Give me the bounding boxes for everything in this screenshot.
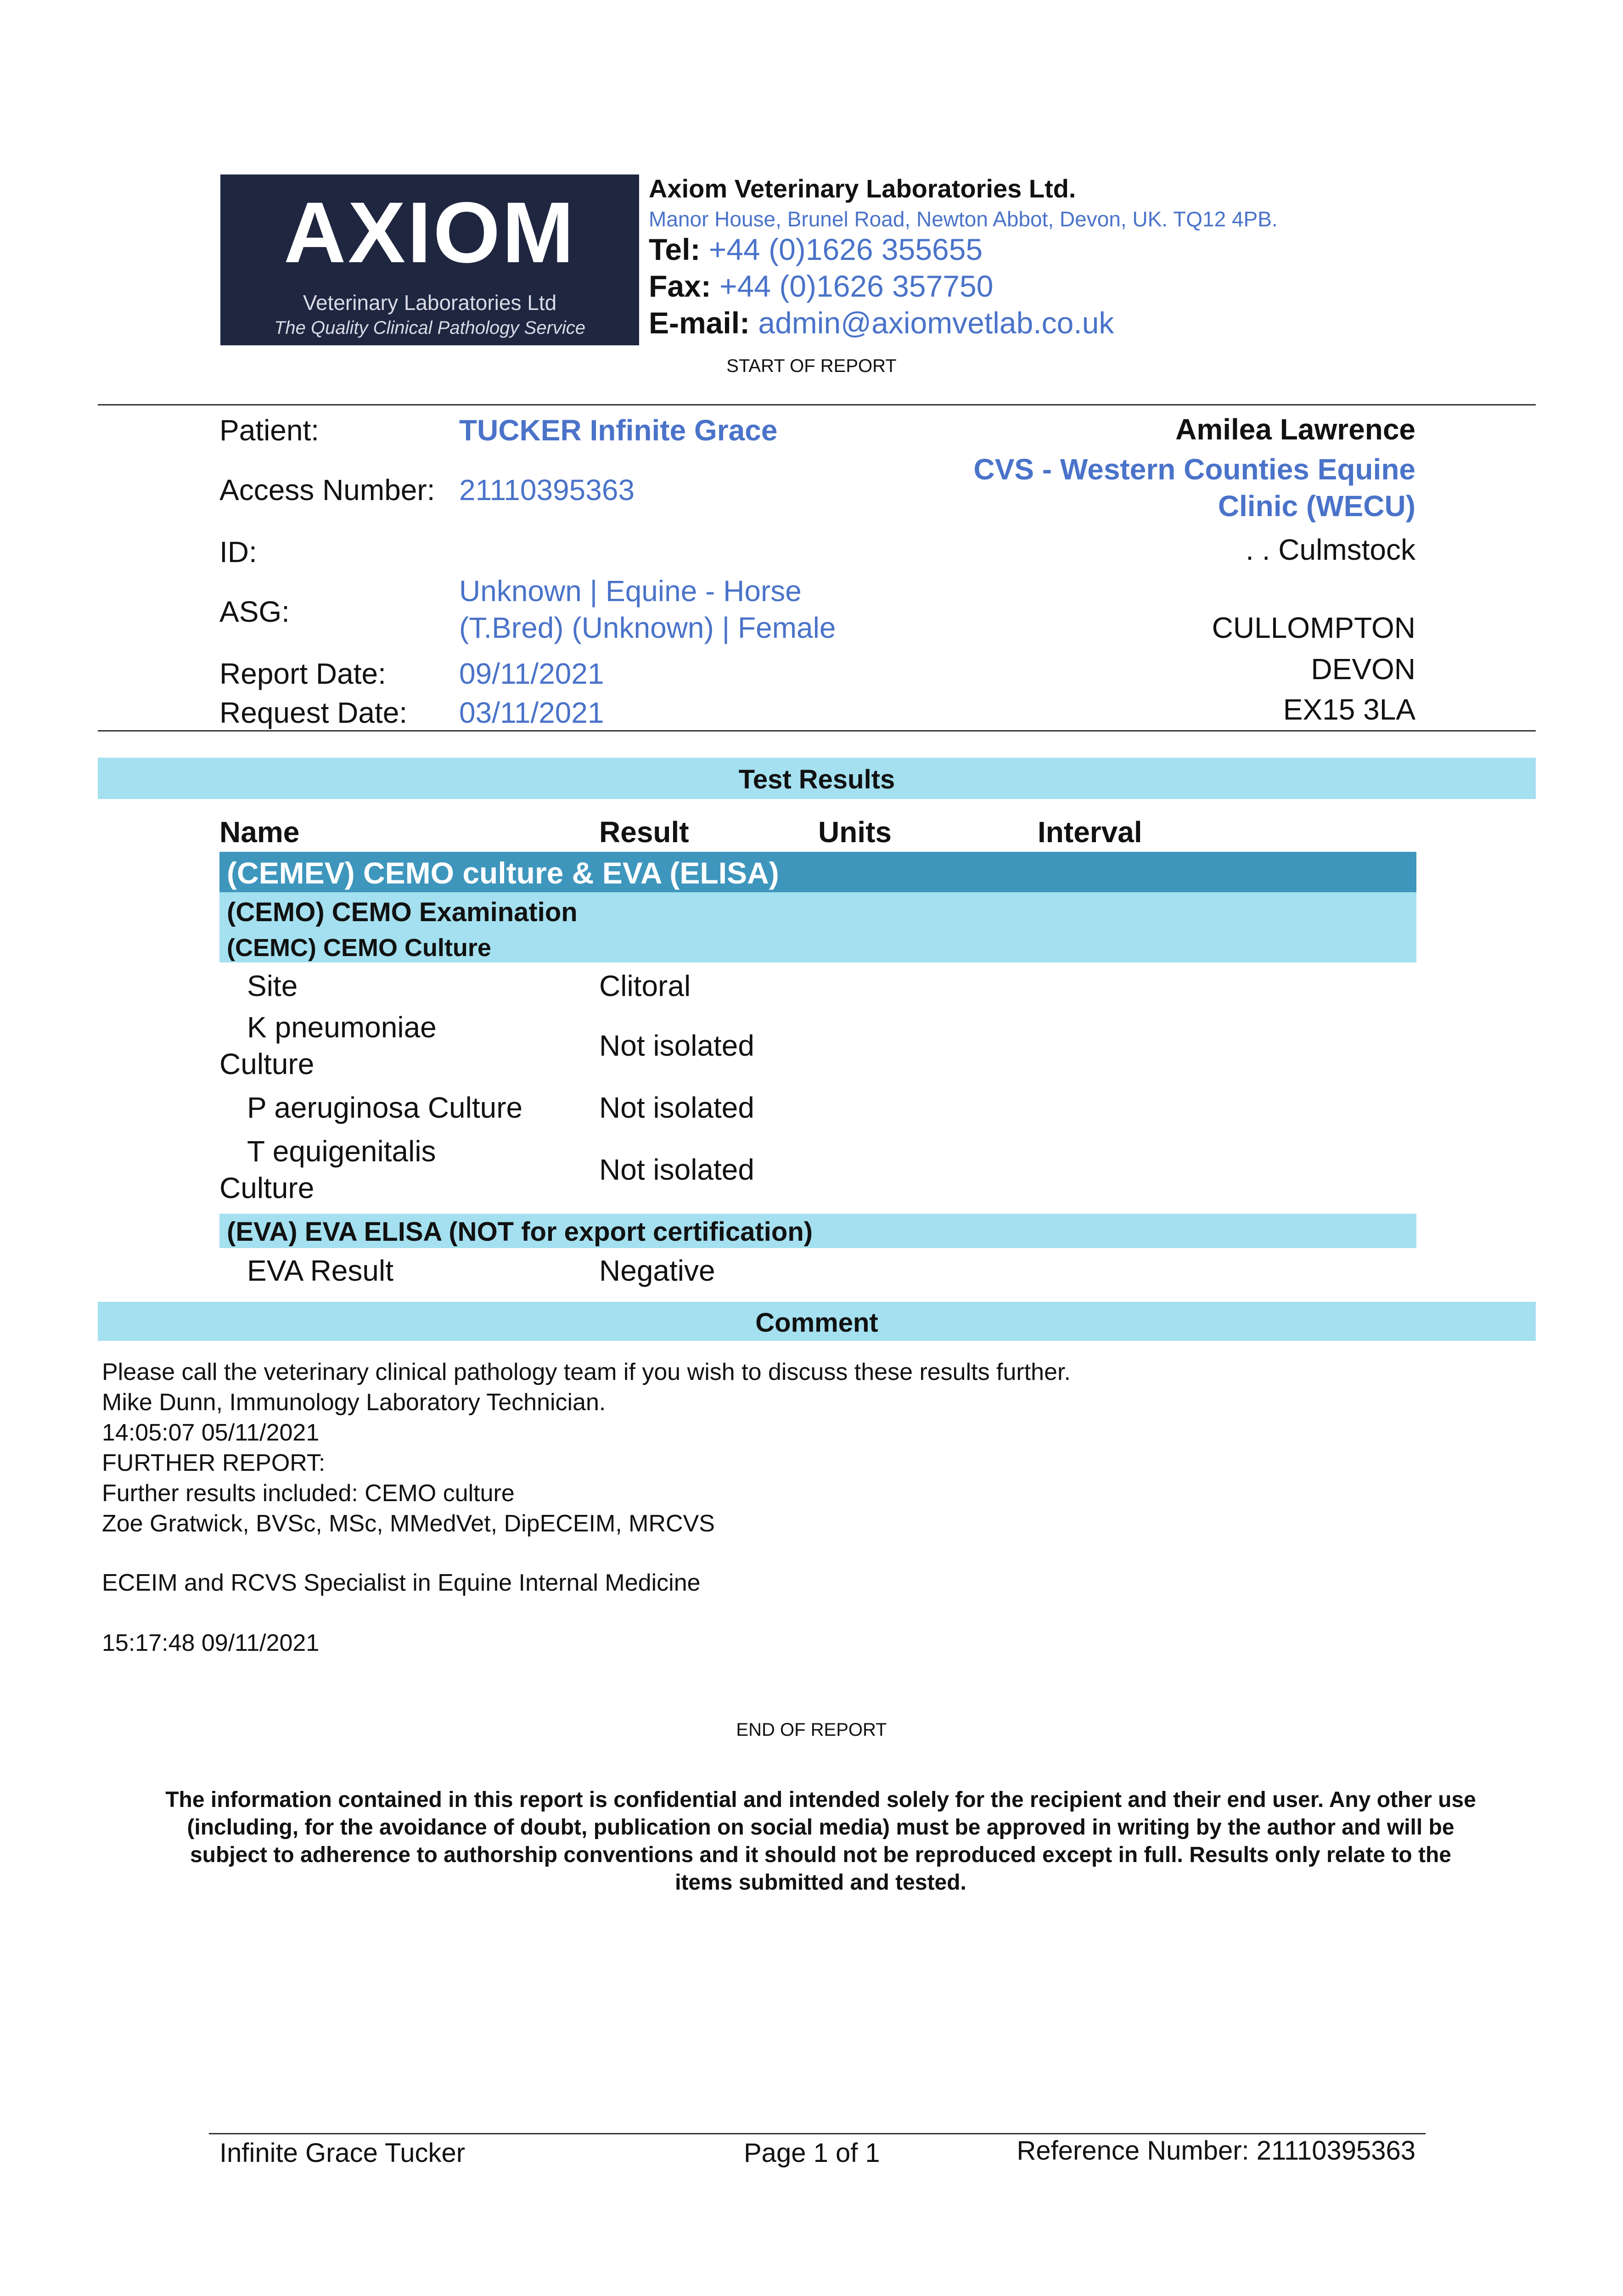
start-of-report: START OF REPORT [726, 356, 897, 376]
request-date-label: Request Date: [219, 696, 408, 729]
tel-label: Tel: [649, 232, 701, 266]
logo-word: AXIOM [283, 184, 576, 281]
comment-band [98, 1302, 1536, 1341]
cemo-label: (CEMO) CEMO Examination [227, 897, 578, 927]
asg-label: ASG: [219, 595, 290, 628]
tel-line [649, 232, 983, 267]
clinic-address-1: . . Culmstock [1246, 533, 1415, 566]
kp-name-line1: K pneumoniae [247, 1011, 437, 1044]
email-label: E-mail: [649, 306, 750, 340]
comment-line-4: FURTHER REPORT: [102, 1450, 326, 1476]
report-date-label: Report Date: [219, 657, 386, 690]
comment-line-1: Please call the veterinary clinical pathology team if you wish to discuss these results further. [102, 1359, 1071, 1385]
disclaimer-line-1: The information contained in this report is confidential and intended solely for the recipient and their end user. Any other use [165, 1788, 1476, 1812]
comment-line-7: ECEIM and RCVS Specialist in Equine Internal Medicine [102, 1570, 701, 1596]
comment-line-6: Zoe Gratwick, BVSc, MSc, MMedVet, DipECEIM, MRCVS [102, 1510, 715, 1537]
clinic-address-2: CULLOMPTON [1212, 611, 1415, 644]
test-results-band [98, 758, 1536, 799]
logo-subtitle: Veterinary Laboratories Ltd [303, 291, 557, 315]
clinic-address-3: DEVON [1311, 653, 1415, 686]
eva-name: EVA Result [247, 1254, 393, 1287]
panel-header-label: (CEMEV) CEMO culture & EVA (ELISA) [227, 856, 779, 890]
email-line [649, 305, 1114, 340]
eva-section-label: (EVA) EVA ELISA (NOT for export certification) [227, 1217, 813, 1247]
footer-page: Page 1 of 1 [744, 2138, 880, 2168]
te-name-line2: Culture [219, 1171, 314, 1204]
company-address: Manor House, Brunel Road, Newton Abbot, Devon, UK. TQ12 4PB. [649, 207, 1278, 231]
report-date-value: 09/11/2021 [459, 657, 604, 690]
kp-result: Not isolated [599, 1029, 754, 1062]
disclaimer-line-3: subject to adherence to authorship conventions and it should not be reproduced except in full. Results only relate to the [190, 1843, 1451, 1867]
kp-name-line2: Culture [219, 1047, 314, 1080]
pa-result: Not isolated [599, 1091, 754, 1124]
email-link[interactable]: admin@axiomvetlab.co.uk [758, 306, 1114, 340]
access-value: 21110395363 [459, 473, 635, 506]
fax-line [649, 269, 993, 304]
asg-line2: (T.Bred) (Unknown) | Female [459, 611, 836, 644]
eva-result: Negative [599, 1254, 715, 1287]
id-label: ID: [219, 535, 257, 568]
divider-patient [98, 730, 1536, 732]
end-of-report: END OF REPORT [736, 1720, 887, 1740]
fax-value: +44 (0)1626 357750 [719, 269, 994, 303]
patient-label: Patient: [219, 414, 320, 447]
clinic-name-line1: CVS - Western Counties Equine [973, 453, 1415, 486]
clinic-name-line2: Clinic (WECU) [1218, 490, 1415, 523]
request-date-value: 03/11/2021 [459, 696, 604, 729]
col-result: Result [599, 816, 689, 849]
disclaimer-line-4: items submitted and tested. [675, 1870, 966, 1895]
comment-line-2: Mike Dunn, Immunology Laboratory Technician. [102, 1389, 606, 1416]
cemc-label: (CEMC) CEMO Culture [227, 934, 491, 962]
comment-line-3: 14:05:07 05/11/2021 [102, 1419, 320, 1446]
logo-tagline: The Quality Clinical Pathology Service [274, 318, 586, 338]
site-result: Clitoral [599, 969, 691, 1002]
comment-line-8: 15:17:48 09/11/2021 [102, 1630, 320, 1656]
patient-value: TUCKER Infinite Grace [459, 414, 778, 447]
col-name: Name [219, 816, 300, 849]
disclaimer [106, 1786, 1536, 1896]
col-units: Units [818, 816, 892, 849]
fax-label: Fax: [649, 269, 711, 303]
eva-section [219, 1214, 1416, 1248]
tel-value: +44 (0)1626 355655 [708, 232, 983, 266]
vet-name: Amilea Lawrence [1175, 413, 1415, 446]
comment-line-5: Further results included: CEMO culture [102, 1480, 515, 1507]
col-interval: Interval [1038, 816, 1142, 849]
disclaimer-line-2: (including, for the avoidance of doubt, publication on social media) must be approved in writing by the author and will be [187, 1815, 1455, 1840]
comment-title: Comment [755, 1308, 878, 1338]
pa-name: P aeruginosa Culture [247, 1091, 523, 1124]
cemo-section [219, 892, 1416, 962]
site-name: Site [247, 969, 298, 1002]
axiom-logo [220, 174, 639, 345]
te-result: Not isolated [599, 1153, 754, 1186]
clinic-address-4: EX15 3LA [1283, 693, 1415, 726]
company-name: Axiom Veterinary Laboratories Ltd. [649, 174, 1076, 203]
panel-header [219, 852, 1416, 892]
divider-top [98, 404, 1536, 405]
footer-patient: Infinite Grace Tucker [219, 2138, 466, 2168]
footer-divider [209, 2133, 1426, 2134]
te-name-line1: T equigenitalis [247, 1135, 436, 1168]
asg-line1: Unknown | Equine - Horse [459, 574, 802, 608]
test-results-title: Test Results [738, 765, 895, 794]
footer-reference: Reference Number: 21110395363 [1016, 2136, 1415, 2166]
access-label: Access Number: [219, 473, 435, 506]
